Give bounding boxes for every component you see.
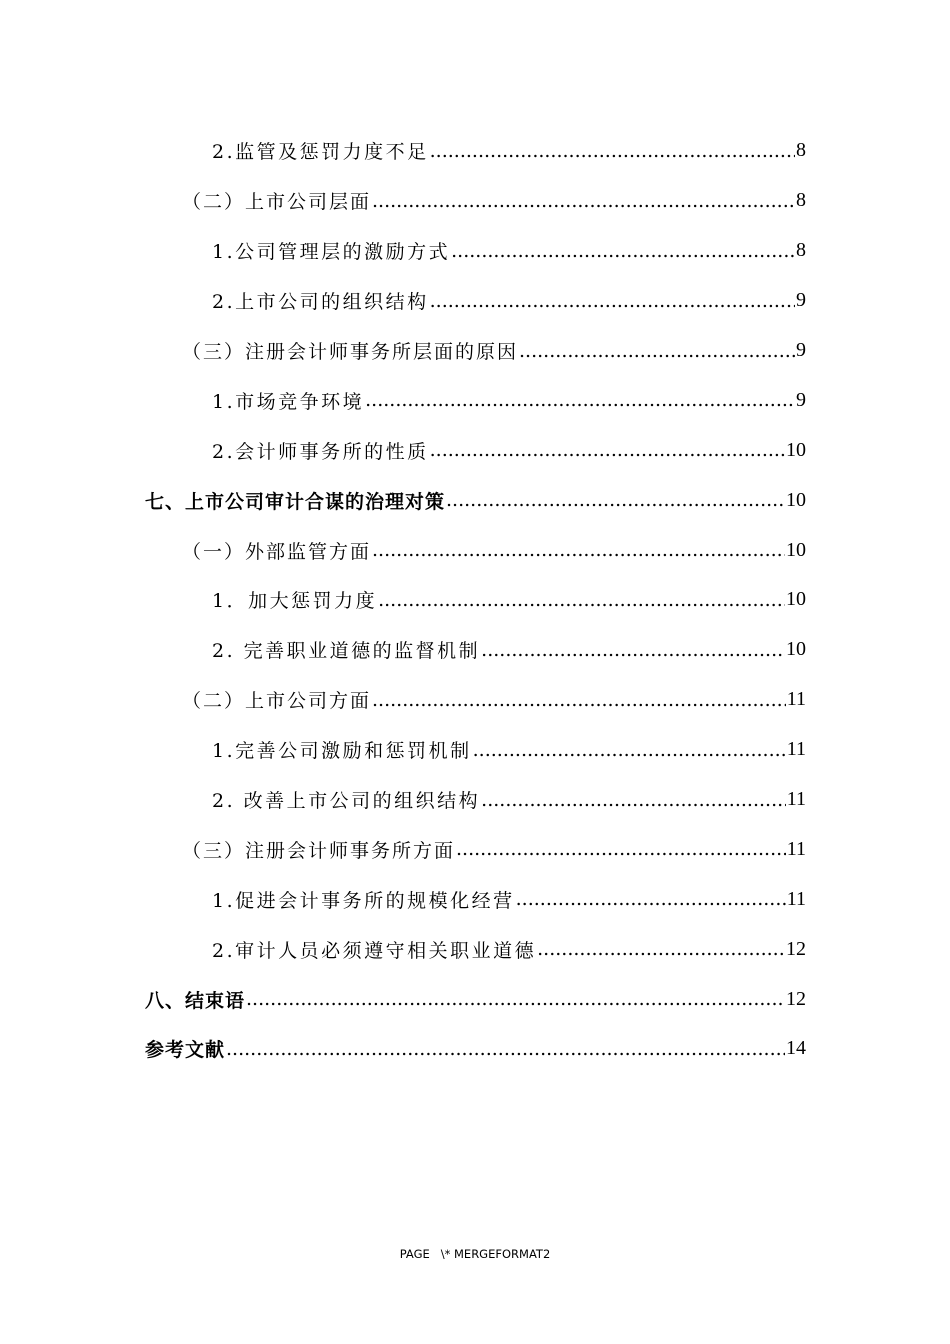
toc-entry[interactable] — [0, 675, 806, 725]
toc-leader-dots — [372, 539, 785, 561]
toc-entry[interactable] — [0, 276, 806, 326]
toc-page-number: 10 — [786, 588, 806, 611]
toc-page-number: 8 — [796, 139, 806, 162]
toc-leader-dots — [365, 389, 795, 411]
toc-entry-title: 八、结束语 — [145, 989, 246, 1012]
toc-page-number: 10 — [786, 488, 806, 511]
toc-entry[interactable] — [0, 575, 806, 625]
toc-entry-title: （二）上市公司方面 — [182, 690, 372, 713]
toc-page-number: 14 — [786, 1037, 806, 1060]
page-footer-field-code: PAGE \* MERGEFORMAT2 — [399, 1247, 551, 1261]
toc-entry[interactable] — [0, 725, 806, 775]
toc-page-number: 9 — [796, 339, 806, 361]
toc-page-number: 11 — [786, 887, 806, 910]
toc-entry-title: 1.市场竞争环境 — [212, 390, 365, 413]
toc-entry-title: （二）上市公司层面 — [182, 191, 372, 214]
toc-entry-title: （三）注册会计师事务所层面的原因 — [182, 341, 519, 363]
toc-leader-dots — [446, 489, 785, 511]
toc-entry[interactable] — [0, 126, 806, 176]
toc-page-number: 11 — [786, 788, 806, 811]
toc-entry[interactable] — [0, 874, 806, 924]
toc-page-number: 10 — [786, 638, 806, 661]
toc-entry[interactable] — [0, 475, 806, 525]
toc-entry[interactable] — [0, 525, 806, 575]
toc-entry[interactable] — [0, 425, 806, 475]
toc-leader-dots — [456, 838, 786, 860]
toc-entry-title: 2.监管及惩罚力度不足 — [212, 141, 429, 164]
toc-leader-dots — [481, 789, 786, 811]
toc-page-number: 9 — [796, 289, 806, 312]
toc-leader-dots — [481, 639, 785, 661]
toc-leader-dots — [519, 340, 795, 362]
toc-page-number: 11 — [786, 688, 806, 711]
toc-entry-title: 2.上市公司的组织结构 — [212, 291, 429, 314]
toc-leader-dots — [430, 439, 785, 461]
toc-leader-dots — [372, 190, 795, 212]
toc-leader-dots — [473, 739, 786, 761]
table-of-contents — [0, 126, 950, 1074]
toc-entry-title: 1.完善公司激励和惩罚机制 — [212, 740, 472, 763]
toc-leader-dots — [430, 290, 795, 312]
toc-entry[interactable] — [0, 824, 806, 874]
toc-entry-title: 2.会计师事务所的性质 — [212, 440, 429, 463]
toc-leader-dots — [378, 589, 785, 611]
toc-entry-title: 参考文献 — [145, 1039, 226, 1062]
toc-entry[interactable] — [0, 375, 806, 425]
toc-page-number: 8 — [796, 239, 806, 262]
toc-entry[interactable] — [0, 924, 806, 974]
toc-page-number: 10 — [786, 438, 806, 461]
toc-leader-dots — [372, 689, 786, 711]
toc-entry[interactable] — [0, 625, 806, 675]
toc-page-number: 10 — [786, 538, 806, 561]
toc-page-number: 11 — [786, 837, 806, 860]
toc-leader-dots — [226, 1038, 785, 1060]
toc-leader-dots — [430, 140, 795, 162]
toc-leader-dots — [246, 988, 785, 1010]
toc-entry[interactable] — [0, 775, 806, 825]
toc-entry-title: 1.公司管理层的激励方式 — [212, 241, 451, 264]
toc-page-number: 8 — [796, 189, 806, 212]
toc-entry-title: 2. 改善上市公司的组织结构 — [212, 790, 481, 813]
toc-entry-title: （三）注册会计师事务所方面 — [182, 839, 456, 862]
toc-entry-title: 1．加大惩罚力度 — [212, 590, 378, 613]
toc-entry[interactable] — [0, 974, 806, 1024]
toc-leader-dots — [451, 240, 795, 262]
toc-leader-dots — [516, 888, 786, 910]
toc-page-number: 12 — [786, 937, 806, 960]
toc-entry-title: 2.审计人员必须遵守相关职业道德 — [212, 939, 537, 962]
toc-page-number: 11 — [786, 738, 806, 761]
toc-entry[interactable] — [0, 176, 806, 226]
toc-entry-title: 七、上市公司审计合谋的治理对策 — [145, 490, 446, 513]
toc-entry[interactable] — [0, 226, 806, 276]
toc-page-number: 9 — [796, 388, 806, 411]
toc-leader-dots — [537, 938, 785, 960]
toc-entry[interactable] — [0, 1024, 806, 1074]
toc-entry-title: 2. 完善职业道德的监督机制 — [212, 640, 481, 663]
toc-entry-title: （一）外部监管方面 — [182, 540, 372, 563]
toc-page-number: 12 — [786, 987, 806, 1010]
toc-entry-title: 1.促进会计事务所的规模化经营 — [212, 889, 515, 912]
toc-entry[interactable] — [0, 326, 806, 376]
